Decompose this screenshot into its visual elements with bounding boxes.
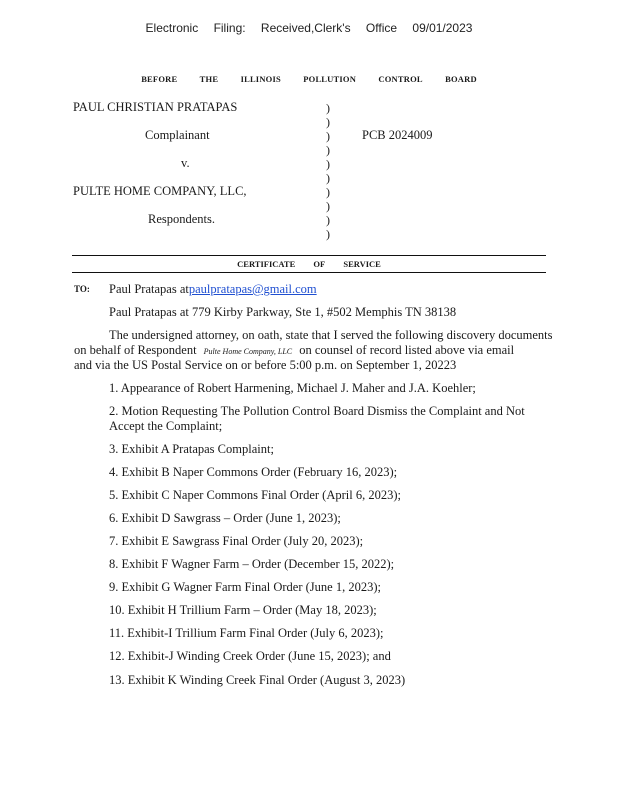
board-word: CONTROL bbox=[378, 74, 423, 84]
complainant-role: Complainant bbox=[145, 128, 210, 142]
document-item: 5. Exhibit C Naper Commons Final Order (April 6, 2023); bbox=[109, 488, 401, 502]
document-item: 10. Exhibit H Trillium Farm – Order (May 18, 2023); bbox=[109, 603, 377, 617]
paragraph-line-3: and via the US Postal Service on or before 5:00 p.m. on September 1, 20223 bbox=[74, 358, 457, 372]
recipient-1-name: Paul Pratapas at bbox=[109, 282, 189, 296]
recipient-line-1 bbox=[109, 282, 317, 297]
para-post: on counsel of record listed above via email bbox=[299, 343, 515, 357]
document-item: 11. Exhibit-I Trillium Farm Final Order (July 6, 2023); bbox=[109, 626, 384, 640]
board-word: POLLUTION bbox=[303, 74, 357, 84]
caption-parentheses: ) ) ) ) ) ) ) ) ) ) bbox=[326, 101, 330, 241]
document-item: 13. Exhibit K Winding Creek Final Order (August 3, 2023) bbox=[109, 673, 406, 687]
document-item: 6. Exhibit D Sawgrass – Order (June 1, 2023); bbox=[109, 511, 341, 525]
header-electronic: Electronic bbox=[145, 21, 199, 35]
board-word: THE bbox=[199, 74, 219, 84]
cert-word: SERVICE bbox=[343, 259, 381, 269]
header-filing: Filing: bbox=[213, 21, 246, 35]
document-item: 1. Appearance of Robert Harmening, Michael J. Maher and J.A. Koehler; bbox=[109, 381, 476, 395]
header-date: 09/01/2023 bbox=[412, 21, 473, 35]
certificate-heading bbox=[0, 259, 618, 269]
paragraph-line-2 bbox=[74, 343, 514, 358]
header-office: Office bbox=[365, 21, 398, 35]
respondent-name: PULTE HOME COMPANY, LLC, bbox=[73, 184, 247, 198]
cert-word: CERTIFICATE bbox=[237, 259, 296, 269]
document-item: 4. Exhibit B Naper Commons Order (February 16, 2023); bbox=[109, 465, 398, 479]
recipient-email-link[interactable]: paulpratapas@gmail.com bbox=[188, 282, 317, 296]
document-item: 8. Exhibit F Wagner Farm – Order (December 15, 2022); bbox=[109, 557, 395, 571]
board-word: BOARD bbox=[445, 74, 477, 84]
board-heading bbox=[0, 74, 618, 84]
recipient-line-2: Paul Pratapas at 779 Kirby Parkway, Ste 1, #502 Memphis TN 38138 bbox=[109, 305, 457, 319]
document-item: 7. Exhibit E Sawgrass Final Order (July 20, 2023); bbox=[109, 534, 364, 548]
respondent-role: Respondents. bbox=[148, 212, 216, 226]
board-word: BEFORE bbox=[141, 74, 178, 84]
document-item: 3. Exhibit A Pratapas Complaint; bbox=[109, 442, 274, 456]
document-item: Accept the Complaint; bbox=[109, 419, 223, 433]
filing-header bbox=[0, 21, 618, 35]
document-item: 12. Exhibit-J Winding Creek Order (June 15, 2023); and bbox=[109, 649, 391, 663]
header-received: Received,Clerk's bbox=[260, 21, 351, 35]
para-pre: on behalf of Respondent bbox=[74, 343, 197, 357]
document-item: 2. Motion Requesting The Pollution Control Board Dismiss the Complaint and Not bbox=[109, 404, 525, 418]
rule-bottom bbox=[72, 272, 546, 273]
case-number: PCB 2024009 bbox=[362, 128, 433, 142]
cert-word: OF bbox=[313, 259, 326, 269]
board-word: ILLINOIS bbox=[240, 74, 281, 84]
versus-label: v. bbox=[181, 156, 190, 170]
complainant-name: PAUL CHRISTIAN PRATAPAS bbox=[73, 100, 238, 114]
paragraph-line-1: The undersigned attorney, on oath, state that I served the following discovery documents bbox=[109, 328, 553, 342]
respondent-italic-name: Pulte Home Company, LLC bbox=[203, 347, 293, 356]
rule-top bbox=[72, 255, 546, 256]
to-label: TO: bbox=[74, 284, 90, 294]
document-item: 9. Exhibit G Wagner Farm Final Order (June 1, 2023); bbox=[109, 580, 381, 594]
